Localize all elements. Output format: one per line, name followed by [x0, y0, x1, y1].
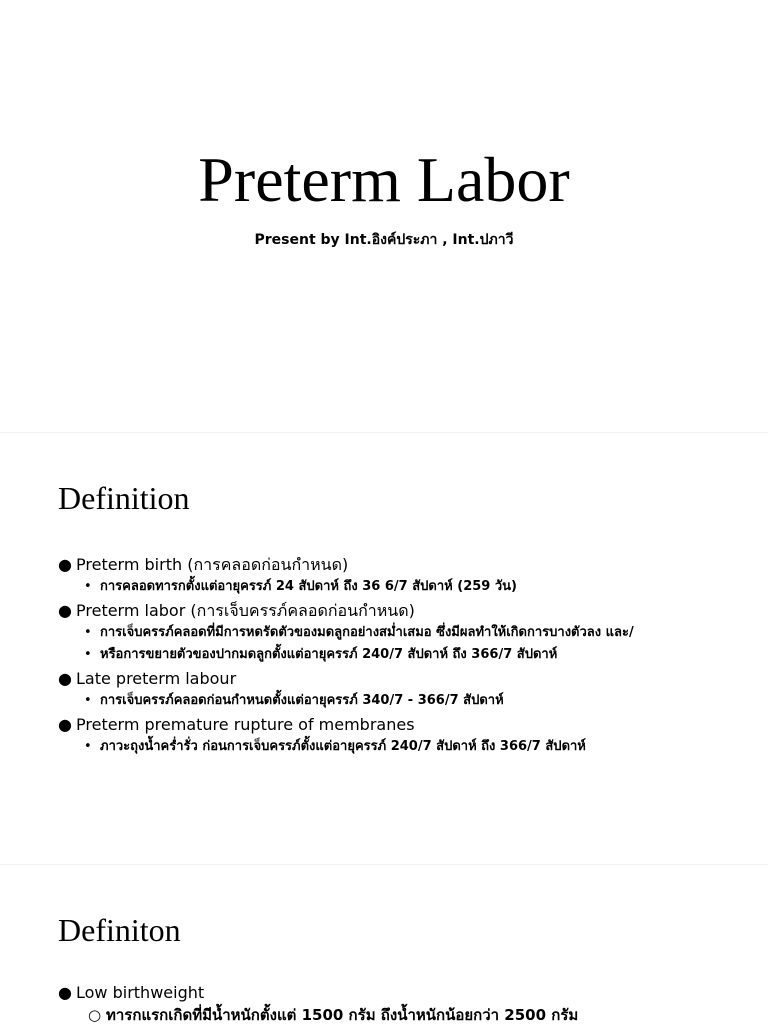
list-item [58, 982, 738, 1024]
sub-list [76, 577, 738, 596]
bullet-icon: ● [58, 669, 72, 688]
item-tail: ) [408, 601, 415, 620]
circle-bullet-icon: ○ [88, 1006, 102, 1024]
item-lead: Preterm premature rupture of membranes [76, 715, 415, 734]
bullet-icon: ● [58, 601, 72, 620]
item-lead: Preterm labor ( [76, 601, 197, 620]
definiton-slide [0, 864, 768, 1024]
list-item [58, 714, 738, 756]
sub-item-text: การคลอดทารกตั้งแต่อายุครรภ์ 24 สัปดาห์ ถึง 36 6/7 สัปดาห์ (259 วัน) [100, 579, 518, 594]
item-tail: ) [342, 555, 349, 574]
sub-bullet-icon: • [84, 625, 92, 640]
sub-list [76, 691, 738, 710]
sub-item [76, 645, 738, 664]
presentation-title: Preterm Labor [198, 144, 570, 215]
list-item [58, 600, 738, 664]
item-thai: การคลอดก่อนกำหนด [193, 555, 343, 574]
sub-item [76, 737, 738, 756]
sub-item-text: การเจ็บครรภ์คลอดที่มีการหดรัดตัวของมดลูกอย่างสม่ำเสมอ ซึ่งมีผลทำให้เกิดการบางตัวลง และ/ [100, 625, 634, 640]
definition-slide [0, 432, 768, 864]
sub-item [76, 577, 738, 596]
bullet-list [58, 982, 738, 1024]
sub-bullet-icon: • [84, 579, 92, 594]
slide-title: Definiton [58, 912, 181, 948]
sub-list [76, 737, 738, 756]
bullet-icon: ● [58, 555, 72, 574]
bullet-list [58, 554, 738, 760]
slide-title: Definition [58, 480, 190, 516]
sub-bullet-icon: • [84, 647, 92, 662]
sub-item [76, 623, 738, 642]
sub-bullet-icon: • [84, 693, 92, 708]
list-item [58, 554, 738, 596]
sub-item-text: การเจ็บครรภ์คลอดก่อนกำหนดตั้งแต่อายุครรภ์ 340/7 - 366/7 สัปดาห์ [100, 693, 504, 708]
sub-list [76, 623, 738, 664]
title-slide [0, 0, 768, 432]
sub-list [76, 1005, 738, 1024]
sub-item [76, 1005, 738, 1024]
sub-item [76, 691, 738, 710]
item-lead: Low birthweight [76, 983, 205, 1002]
list-item [58, 668, 738, 710]
item-lead: Late preterm labour [76, 669, 237, 688]
bullet-icon: ● [58, 715, 72, 734]
presenter-line: Present by Int.อิงค์ประภา , Int.ปภาวี [254, 232, 514, 248]
bullet-icon: ● [58, 983, 72, 1002]
sub-item-text: ทารกแรกเกิดที่มีน้ำหนักตั้งแต่ 1500 กรัม ถึงน้ำหนักน้อยกว่า 2500 กรัม [106, 1006, 579, 1024]
item-lead: Preterm birth ( [76, 555, 194, 574]
sub-bullet-icon: • [84, 739, 92, 754]
item-thai: การเจ็บครรภ์คลอดก่อนกำหนด [196, 601, 409, 620]
sub-item-text: ภาวะถุงน้ำคร่ำรั่ว ก่อนการเจ็บครรภ์ตั้งแต่อายุครรภ์ 240/7 สัปดาห์ ถึง 366/7 สัปดาห์ [100, 739, 586, 754]
sub-item-text: หรือการขยายตัวของปากมดลูกตั้งแต่อายุครรภ์ 240/7 สัปดาห์ ถึง 366/7 สัปดาห์ [100, 647, 558, 662]
